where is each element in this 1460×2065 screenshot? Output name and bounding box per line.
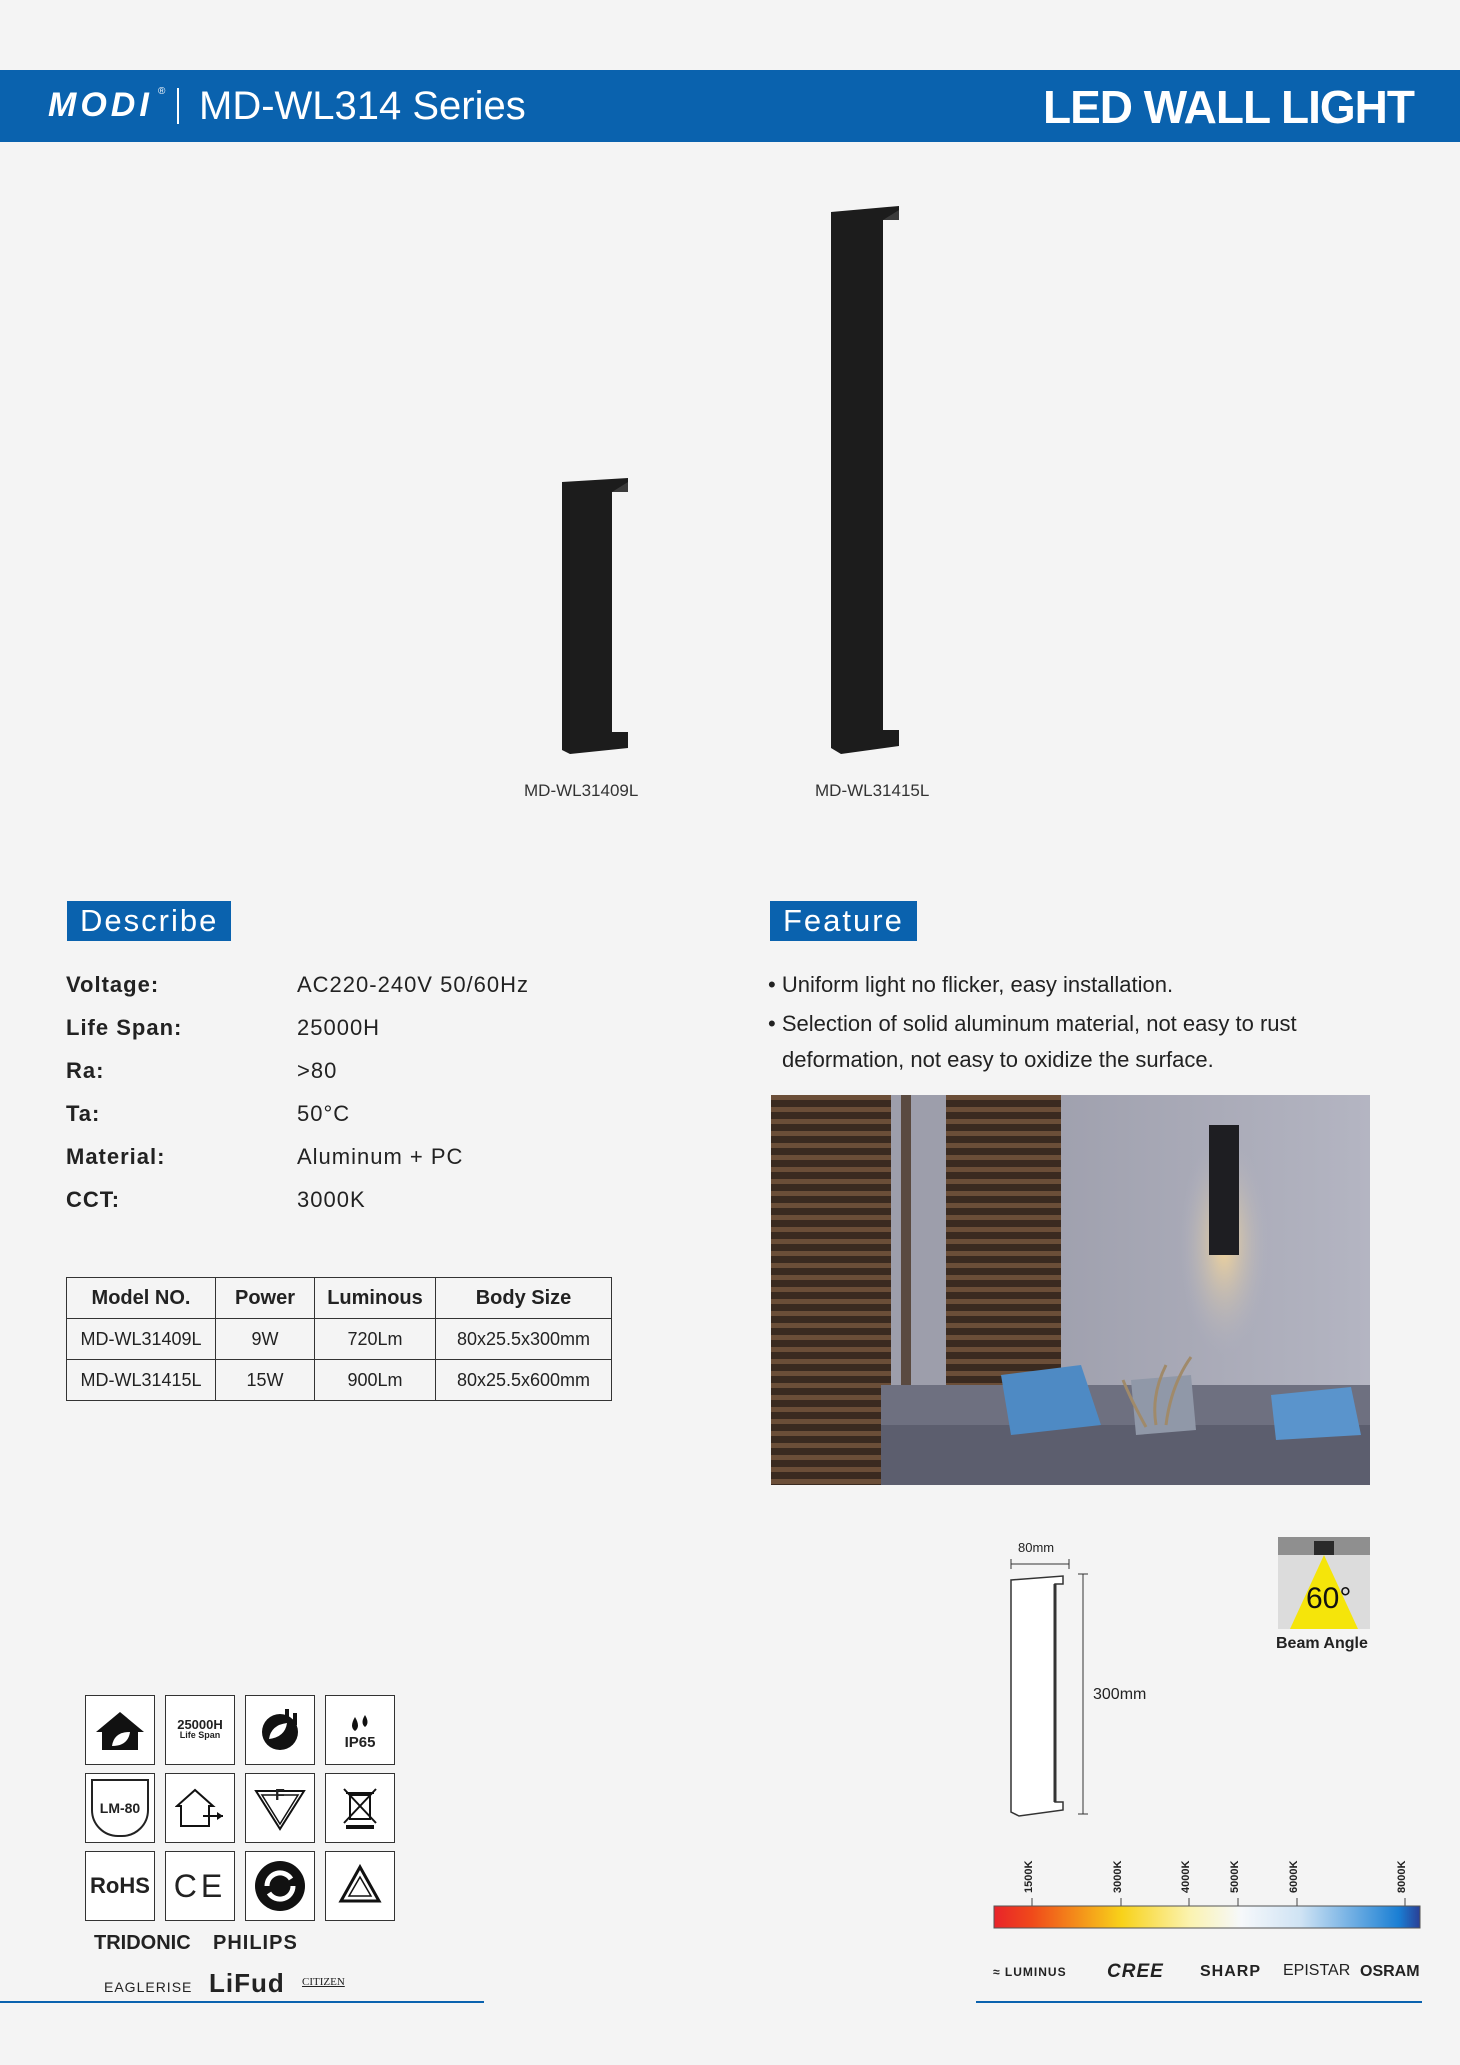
- brand-eaglerise: EAGLERISE: [104, 1979, 193, 1995]
- lm80-cert: [85, 1773, 155, 1843]
- weee-bin-icon: [340, 1785, 380, 1831]
- table-cell: 9W: [216, 1319, 315, 1360]
- life-span-sub: Life Span: [179, 1730, 221, 1740]
- table-cell: 80x25.5x300mm: [436, 1319, 612, 1360]
- ip65-label: IP65: [344, 1733, 376, 1751]
- table-cell: 900Lm: [315, 1360, 436, 1401]
- table-cell: MD-WL31415L: [67, 1360, 216, 1401]
- footer-line-left: [0, 2001, 484, 2003]
- feature-text: Selection of solid aluminum material, not easy to rust: [781, 1011, 1297, 1036]
- brand-philips: PHILIPS: [213, 1932, 298, 1954]
- f-mark-label: F: [275, 1787, 285, 1804]
- brand-lifud: LiFud: [209, 1968, 285, 1998]
- product-image-long: [815, 200, 925, 760]
- cct-label: 6000K: [1288, 1860, 1300, 1893]
- brand-cree: CREE: [1107, 1961, 1164, 1982]
- f-mark-cert: [245, 1773, 315, 1843]
- water-drop-icon: [345, 1713, 375, 1737]
- table-cell: MD-WL31409L: [67, 1319, 216, 1360]
- table-cell: 80x25.5x600mm: [436, 1360, 612, 1401]
- plug-eco-cert: [245, 1695, 315, 1765]
- rohs-label: RoHS: [90, 1873, 150, 1898]
- ce-cert: [165, 1851, 235, 1921]
- footer-line-right: [976, 2001, 1422, 2003]
- spec-label: Material:: [66, 1144, 166, 1169]
- lm80-badge: [91, 1779, 149, 1837]
- spec-value: 3000K: [297, 1187, 366, 1212]
- table-header: Luminous: [315, 1278, 436, 1319]
- eco-home-cert: [85, 1695, 155, 1765]
- brand-luminus: ≈ LUMINUS: [993, 1965, 1067, 1979]
- table-row: [67, 1360, 612, 1401]
- describe-title: Describe: [67, 901, 231, 941]
- product-caption-short: MD-WL31409L: [524, 781, 639, 800]
- dimension-drawing: [1005, 1556, 1105, 1820]
- beam-angle-label: Beam Angle: [1276, 1635, 1368, 1652]
- brand-citizen: CITIZEN: [302, 1976, 345, 1988]
- brand-luminus-text: LUMINUS: [1004, 1965, 1067, 1979]
- spec-value: Aluminum + PC: [297, 1144, 464, 1169]
- table-header: Body Size: [436, 1278, 612, 1319]
- recycle-icon: [335, 1863, 385, 1909]
- feature-text: Uniform light no flicker, easy installation.: [781, 972, 1174, 997]
- life-span-value: 25000H: [177, 1717, 223, 1732]
- brand-epistar: EPISTAR: [1283, 1962, 1351, 1979]
- feature-text-continued: deformation, not easy to oxidize the surface.: [782, 1047, 1214, 1072]
- spec-value: AC220-240V 50/60Hz: [297, 972, 530, 997]
- rohs-cert: [85, 1851, 155, 1921]
- indoor-cert: [165, 1773, 235, 1843]
- cct-label: 8000K: [1396, 1860, 1408, 1893]
- series-title: MD-WL314 Series: [199, 84, 526, 128]
- green-dot-icon: [253, 1859, 307, 1913]
- spec-label: Life Span:: [66, 1015, 183, 1040]
- spec-value: 50°C: [297, 1101, 351, 1126]
- brand-logo: MODI: [48, 86, 153, 124]
- life-span-cert: [165, 1695, 235, 1765]
- model-table: [66, 1277, 612, 1401]
- spec-value: 25000H: [297, 1015, 381, 1040]
- product-caption-long: MD-WL31415L: [815, 781, 930, 800]
- spec-label: Ra:: [66, 1058, 105, 1083]
- ip65-cert: [325, 1695, 395, 1765]
- table-cell: 15W: [216, 1360, 315, 1401]
- table-header: Power: [216, 1278, 315, 1319]
- spec-label: CCT:: [66, 1187, 121, 1212]
- header-divider: [177, 88, 179, 124]
- house-arrow-icon: [175, 1786, 225, 1830]
- registered-mark: ®: [158, 86, 166, 97]
- spec-label: Ta:: [66, 1101, 101, 1126]
- cct-label: 1500K: [1023, 1860, 1035, 1893]
- cct-color-bar: [992, 1898, 1422, 1944]
- product-image-short: [540, 470, 650, 760]
- feature-title: Feature: [770, 901, 917, 941]
- table-header-row: [67, 1278, 612, 1319]
- weee-cert: [325, 1773, 395, 1843]
- category-title: LED WALL LIGHT: [1042, 81, 1414, 133]
- ce-label: CE: [173, 1867, 227, 1904]
- table-cell: 720Lm: [315, 1319, 436, 1360]
- spec-label: Voltage:: [66, 972, 160, 997]
- beam-angle-value: 60°: [1306, 1582, 1352, 1615]
- home-leaf-icon: [94, 1708, 146, 1752]
- feature-bullet: • Uniform light no flicker, easy installation.: [768, 972, 1174, 997]
- feature-bullet: • Selection of solid aluminum material, not easy to rust: [768, 1011, 1297, 1036]
- recycle-cert: [325, 1851, 395, 1921]
- scene-photo: [771, 1095, 1370, 1485]
- lm80-label: LM-80: [99, 1799, 141, 1816]
- green-dot-cert: [245, 1851, 315, 1921]
- cct-label: 5000K: [1229, 1860, 1241, 1893]
- dim-height-label: 300mm: [1093, 1686, 1147, 1703]
- table-header: Model NO.: [67, 1278, 216, 1319]
- brand-tridonic: TRIDONIC: [94, 1932, 191, 1954]
- cct-label: 4000K: [1180, 1860, 1192, 1893]
- table-row: [67, 1319, 612, 1360]
- brand-osram: OSRAM: [1360, 1963, 1420, 1980]
- dim-width-label: 80mm: [1018, 1540, 1055, 1555]
- cct-label: 3000K: [1112, 1860, 1124, 1893]
- brand-sharp: SHARP: [1200, 1963, 1262, 1980]
- spec-value: >80: [297, 1058, 338, 1083]
- plug-leaf-icon: [255, 1705, 305, 1755]
